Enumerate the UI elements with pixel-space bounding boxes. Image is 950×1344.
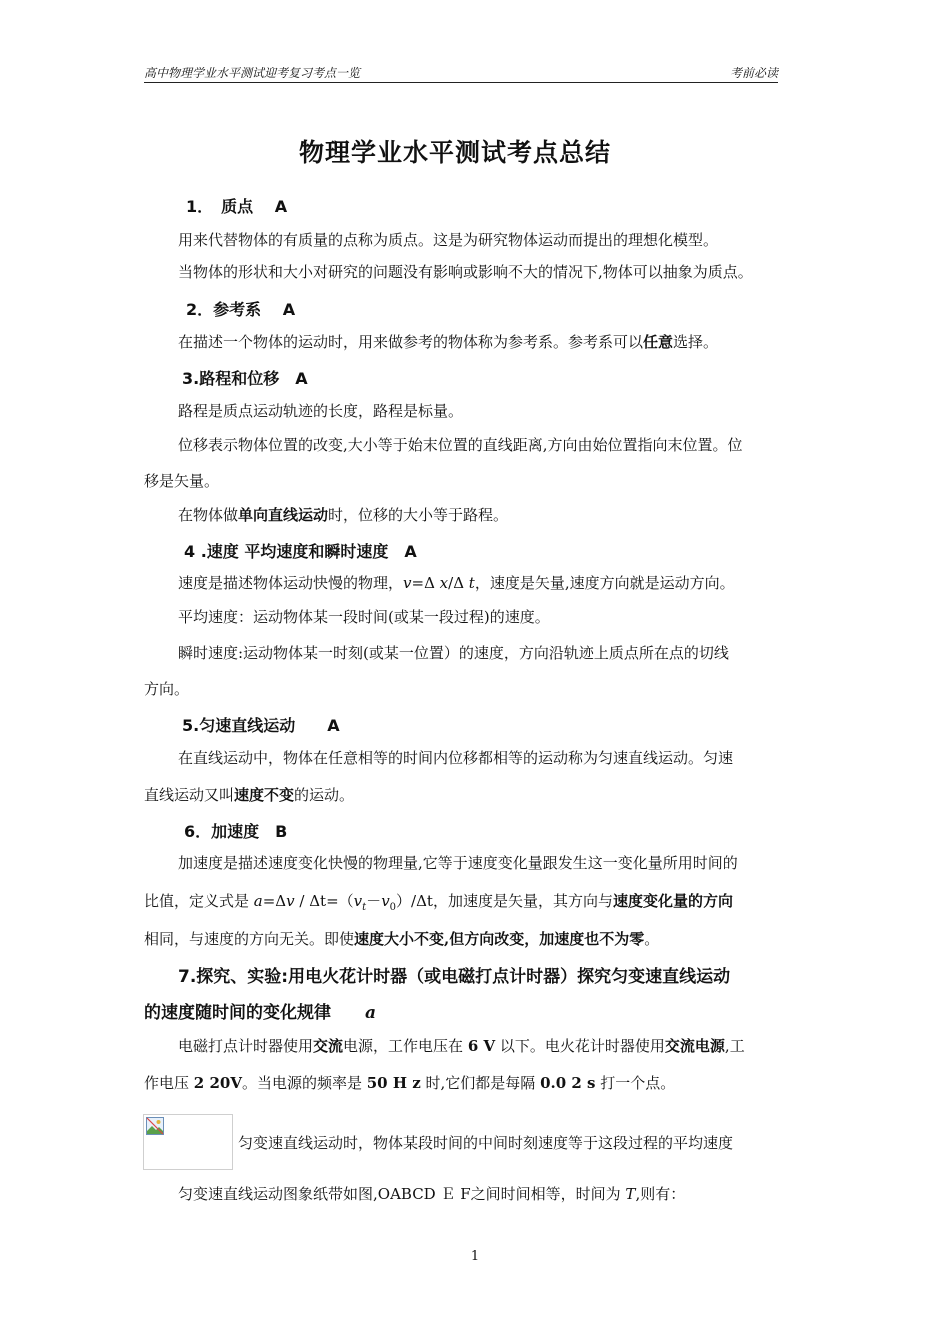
section-7-line-4 bbox=[178, 1184, 685, 1204]
section-4-heading: 4 .速度 平均速度和瞬时速度 A bbox=[184, 542, 417, 561]
section-1-line-1: 用来代替物体的有质量的点称为质点。这是为研究物体运动而提出的理想化模型。 bbox=[178, 231, 719, 249]
bold-run: 6 V bbox=[467, 1037, 496, 1055]
text-run: 直线运动又叫 bbox=[144, 786, 235, 804]
broken-image-placeholder bbox=[143, 1114, 233, 1170]
section-7-heading-line-1: 7.探究、实验:用电火花计时器（或电磁打点计时器）探究匀变速直线运动 bbox=[178, 967, 731, 987]
bold-run: 速度不变 bbox=[234, 786, 295, 804]
section-7-heading-line-2 bbox=[144, 998, 376, 1023]
italic-run: v bbox=[286, 892, 295, 910]
text-run: 选择。 bbox=[673, 333, 719, 351]
text-run: 在描述一个物体的运动时，用来做参考的物体称为参考系。参考系可以 bbox=[178, 333, 644, 351]
text-run: 比值，定义式是 bbox=[144, 892, 254, 910]
text-run: 匀变速直线运动图象纸带如图,OABCD Ｅ F之间时间相等，时间为 bbox=[178, 1185, 626, 1203]
text-run: =Δ bbox=[411, 574, 440, 592]
text-run: ,工 bbox=[724, 1037, 745, 1055]
text-run: 的运动。 bbox=[294, 786, 355, 804]
text-run: 时,它们都是每隔 bbox=[420, 1074, 541, 1092]
section-7-line-1 bbox=[178, 1036, 745, 1056]
section-5-line-2 bbox=[144, 785, 354, 805]
bold-run: 50 H z bbox=[366, 1074, 421, 1092]
subscript-run: 0 bbox=[389, 902, 397, 913]
document-title: 物理学业水平测试考点总结 bbox=[298, 138, 611, 167]
section-7-line-3: 匀变速直线运动时，物体某段时间的中间时刻速度等于这段过程的平均速度 bbox=[238, 1134, 734, 1152]
section-5-heading: 5.匀速直线运动 A bbox=[182, 716, 340, 735]
bold-run: 任意 bbox=[643, 333, 674, 351]
page-number: 1 bbox=[470, 1249, 480, 1264]
text-run: ）/Δt，加速度是矢量，其方向与 bbox=[396, 892, 613, 910]
section-6-line-1: 加速度是描述速度变化快慢的物理量,它等于速度变化量跟发生这一变化量所用时间的 bbox=[178, 854, 738, 872]
text-run: =Δ bbox=[262, 892, 287, 910]
text-run: 电磁打点计时器使用 bbox=[178, 1037, 314, 1055]
italic-run: a bbox=[253, 892, 263, 910]
text-run: 的速度随时间的变化规律 bbox=[144, 1003, 365, 1023]
bold-run: 2 20V bbox=[193, 1074, 242, 1092]
section-2-line bbox=[178, 332, 718, 352]
text-run: 时，位移的大小等于路程。 bbox=[328, 506, 509, 524]
text-run: 。当电源的频率是 bbox=[241, 1074, 367, 1092]
italic-run: v bbox=[403, 574, 412, 592]
text-run: ，速度是矢量,速度方向就是运动方向。 bbox=[474, 574, 735, 592]
italic-run: t bbox=[468, 574, 475, 592]
section-4-line-3: 瞬时速度:运动物体某一时刻(或某一位置）的速度，方向沿轨迹上质点所在点的切线 bbox=[178, 644, 729, 662]
italic-run: T bbox=[625, 1185, 636, 1203]
section-3-line-2: 位移表示物体位置的改变,大小等于始末位置的直线距离,方向由始位置指向末位置。位 bbox=[178, 436, 743, 454]
text-run: 打一个点。 bbox=[595, 1074, 676, 1092]
section-2-heading: 2．参考系 A bbox=[186, 300, 296, 319]
header-right-text: 考前必读 bbox=[729, 66, 778, 80]
bold-run: 交流 bbox=[313, 1037, 344, 1055]
text-run: / Δt=（ bbox=[294, 892, 354, 910]
section-3-line-2-cont: 移是矢量。 bbox=[144, 472, 220, 490]
text-run: 相同，与速度的方向无关。即使 bbox=[144, 930, 355, 948]
bold-run: 交流电源 bbox=[664, 1037, 725, 1055]
italic-run: x bbox=[439, 574, 449, 592]
section-5-line-1: 在直线运动中，物体在任意相等的时间内位移都相等的运动称为匀速直线运动。匀速 bbox=[178, 749, 734, 767]
text-run: 电源，工作电压在 bbox=[343, 1037, 468, 1055]
section-6-line-2 bbox=[144, 891, 733, 918]
section-4-line-2: 平均速度：运动物体某一段时间(或某一段过程)的速度。 bbox=[178, 608, 550, 626]
text-run: /Δ bbox=[448, 574, 469, 592]
italic-run: a bbox=[365, 1003, 377, 1023]
bold-run: 速度大小不变,但方向改变，加速度也不为零 bbox=[354, 930, 645, 948]
text-run: 作电压 bbox=[144, 1074, 194, 1092]
text-run: 速度是描述物体运动快慢的物理， bbox=[178, 574, 404, 592]
italic-run: v bbox=[381, 892, 390, 910]
section-3-line-3 bbox=[178, 505, 508, 525]
page-header bbox=[144, 66, 778, 83]
bold-run: 单向直线运动 bbox=[238, 506, 329, 524]
subscript-run: t bbox=[362, 902, 367, 913]
section-1-line-2: 当物体的形状和大小对研究的问题没有影响或影响不大的情况下,物体可以抽象为质点。 bbox=[178, 263, 753, 281]
section-3-line-1: 路程是质点运动轨迹的长度，路程是标量。 bbox=[178, 402, 464, 420]
section-4-line-1 bbox=[178, 573, 735, 593]
text-run: 。 bbox=[644, 930, 660, 948]
italic-run: v bbox=[353, 892, 363, 910]
text-run: ,则有： bbox=[635, 1185, 686, 1203]
section-6-heading: 6．加速度 B bbox=[184, 822, 288, 841]
text-run: 以下。电火花计时器使用 bbox=[495, 1037, 665, 1055]
header-left-text: 高中物理学业水平测试迎考复习考点一览 bbox=[144, 66, 361, 80]
text-run: 在物体做 bbox=[178, 506, 239, 524]
bold-run: 速度变化量的方向 bbox=[612, 892, 733, 910]
section-3-heading: 3.路程和位移 A bbox=[182, 369, 308, 388]
section-1-heading: 1． 质点 A bbox=[186, 197, 288, 216]
section-4-line-3-cont: 方向。 bbox=[144, 680, 190, 698]
section-6-line-3 bbox=[144, 929, 659, 949]
text-run: － bbox=[366, 892, 382, 910]
section-7-line-2 bbox=[144, 1073, 675, 1093]
bold-run: 0.0 2 s bbox=[540, 1074, 596, 1092]
broken-image-icon bbox=[146, 1117, 164, 1135]
